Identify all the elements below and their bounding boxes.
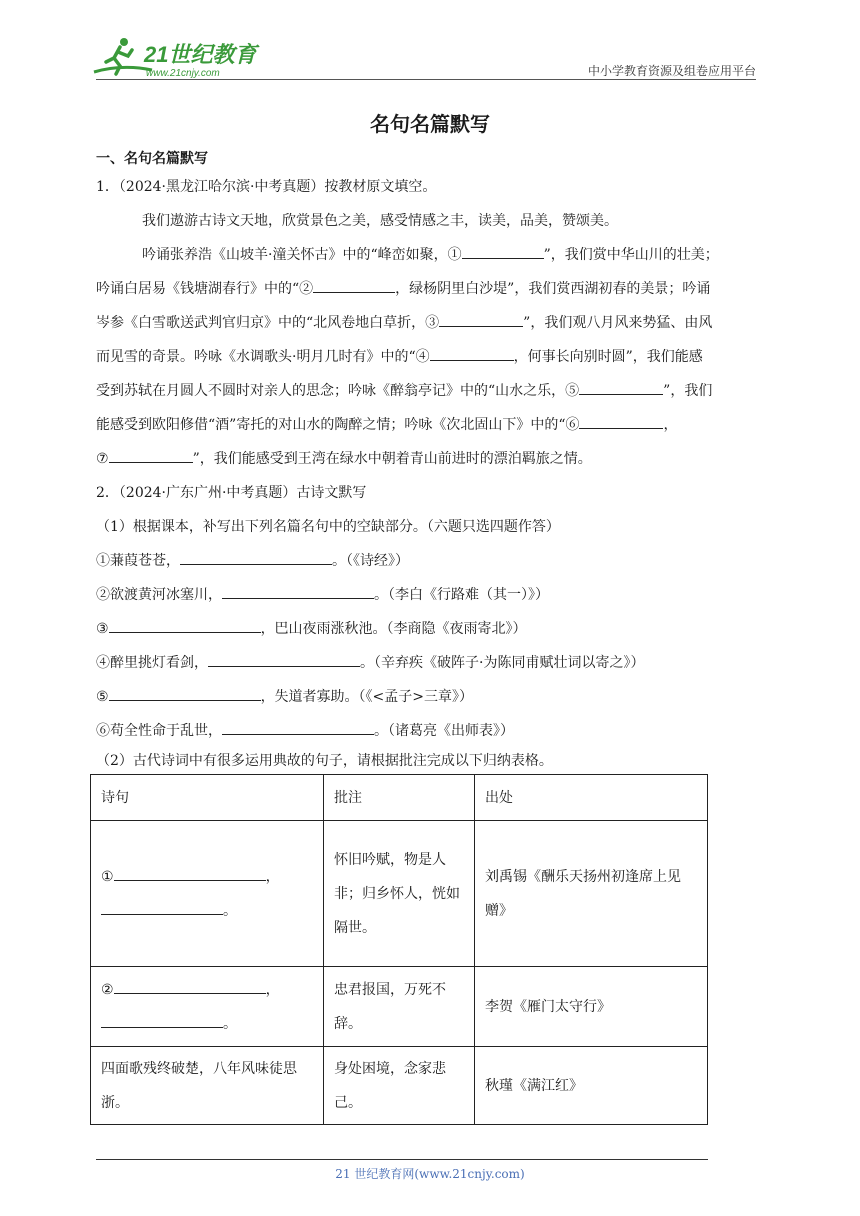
q2-sub-2: （2）古代诗词中有很多运用典故的句子，请根据批注完成以下归纳表格。 (96, 753, 553, 769)
row1-poem: ① ， 。 (91, 821, 324, 967)
table-row (91, 1047, 708, 1125)
header-divider (96, 79, 756, 80)
q2-item-6: ⑥苟全性命于乱世， 。（诸葛亮《出师表》） (96, 720, 514, 740)
q2-item-4: ④醉里挑灯看剑， 。（辛弃疾《破阵子·为陈同甫赋壮词以寄之》） (96, 652, 644, 672)
row2-note: 忠君报国，万死不辞。 (324, 967, 475, 1047)
row2-source: 李贺《雁门太守行》 (475, 967, 708, 1047)
blank-5[interactable] (579, 380, 663, 395)
row1-blank-a[interactable] (114, 866, 266, 881)
row2-blank-b[interactable] (101, 1013, 223, 1028)
blank-6[interactable] (579, 414, 663, 429)
row2-blank-a[interactable] (114, 979, 266, 994)
footer-divider (96, 1159, 708, 1160)
q1-line-3: 岑参《白雪歌送武判官归京》中的“北风卷地白草折，③ ”，我们观八月风来势猛、由风 (96, 312, 712, 332)
logo-url: www.21cnjy.com (146, 68, 220, 79)
blank-7[interactable] (109, 448, 193, 463)
q2-item-1: ①蒹葭苍苍， 。（《诗经》） (96, 550, 409, 570)
q1-line-7: ⑦ ”，我们能感受到王湾在绿水中朝着青山前进时的漂泊羁旅之情。 (96, 448, 592, 468)
blank-item-2[interactable] (222, 584, 374, 599)
blank-2[interactable] (313, 278, 395, 293)
site-logo (92, 34, 262, 80)
col-header-note: 批注 (324, 775, 475, 821)
allusion-table (90, 774, 708, 1125)
blank-1[interactable] (462, 244, 544, 259)
q2-sub-1: （1）根据课本，补写出下列名篇名句中的空缺部分。（六题只选四题作答） (96, 519, 560, 535)
question-2-head: 2．（2024·广东广州·中考真题）古诗文默写 (96, 485, 367, 501)
q1-line-5: 受到苏轼在月圆人不圆时对亲人的思念；吟咏《醉翁亭记》中的“山水之乐，⑤ ”，我们 (96, 380, 712, 400)
blank-item-4[interactable] (208, 652, 360, 667)
row3-source: 秋瑾《满江红》 (475, 1047, 708, 1125)
row3-poem: 四面歌残终破楚，八年风味徒思浙。 (91, 1047, 324, 1125)
table-row (91, 967, 708, 1047)
platform-name: 中小学教育资源及组卷应用平台 (587, 64, 756, 78)
col-header-poem: 诗句 (91, 775, 324, 821)
q1-line-6: 能感受到欧阳修借“酒”寄托的对山水的陶醉之情；吟咏《次北固山下》中的“⑥ ， (96, 414, 677, 434)
row1-blank-b[interactable] (101, 900, 223, 915)
row1-note: 怀旧吟赋，物是人非；归乡怀人，恍如隔世。 (324, 821, 475, 967)
blank-item-3[interactable] (109, 618, 261, 633)
q1-intro: 我们遨游古诗文天地，欣赏景色之美，感受情感之丰，读美，品美，赞颂美。 (142, 213, 618, 229)
table-row (91, 821, 708, 967)
q1-line-4: 而见雪的奇景。吟咏《水调歌头·明月几时有》中的“④ ，何事长向别时圆”，我们能感 (96, 346, 703, 366)
table-header-row (91, 775, 708, 821)
blank-4[interactable] (430, 346, 514, 361)
q1-line-2: 吟诵白居易《钱塘湖春行》中的“② ，绿杨阴里白沙堤”，我们赏西湖初春的美景；吟诵 (96, 278, 710, 298)
section-heading: 一、名句名篇默写 (96, 151, 208, 167)
question-1-head: 1．（2024·黑龙江哈尔滨·中考真题）按教材原文填空。 (96, 179, 437, 195)
logo-text: 21世纪教育 (144, 42, 257, 67)
blank-3[interactable] (439, 312, 523, 327)
blank-item-6[interactable] (222, 720, 374, 735)
q2-item-2: ②欲渡黄河冰塞川， 。（李白《行路难（其一）》） (96, 584, 549, 604)
row1-source: 刘禹锡《酬乐天扬州初逢席上见赠》 (475, 821, 708, 967)
q1-line-1: 吟诵张养浩《山坡羊·潼关怀古》中的“峰峦如聚，① ”，我们赏中华山川的壮美； (142, 244, 719, 264)
q2-item-5: ⑤ ，失道者寡助。（《<孟子>三章》） (96, 686, 473, 706)
blank-item-1[interactable] (180, 550, 332, 565)
col-header-source: 出处 (475, 775, 708, 821)
footer-link[interactable]: 21 世纪教育网(www.21cnjy.com) (335, 1167, 525, 1181)
page-title: 名句名篇默写 (370, 112, 490, 136)
q2-item-3: ③ ，巴山夜雨涨秋池。（李商隐《夜雨寄北》） (96, 618, 527, 638)
row2-poem: ② ， 。 (91, 967, 324, 1047)
row3-note: 身处困境，念家悲己。 (324, 1047, 475, 1125)
blank-item-5[interactable] (109, 686, 261, 701)
